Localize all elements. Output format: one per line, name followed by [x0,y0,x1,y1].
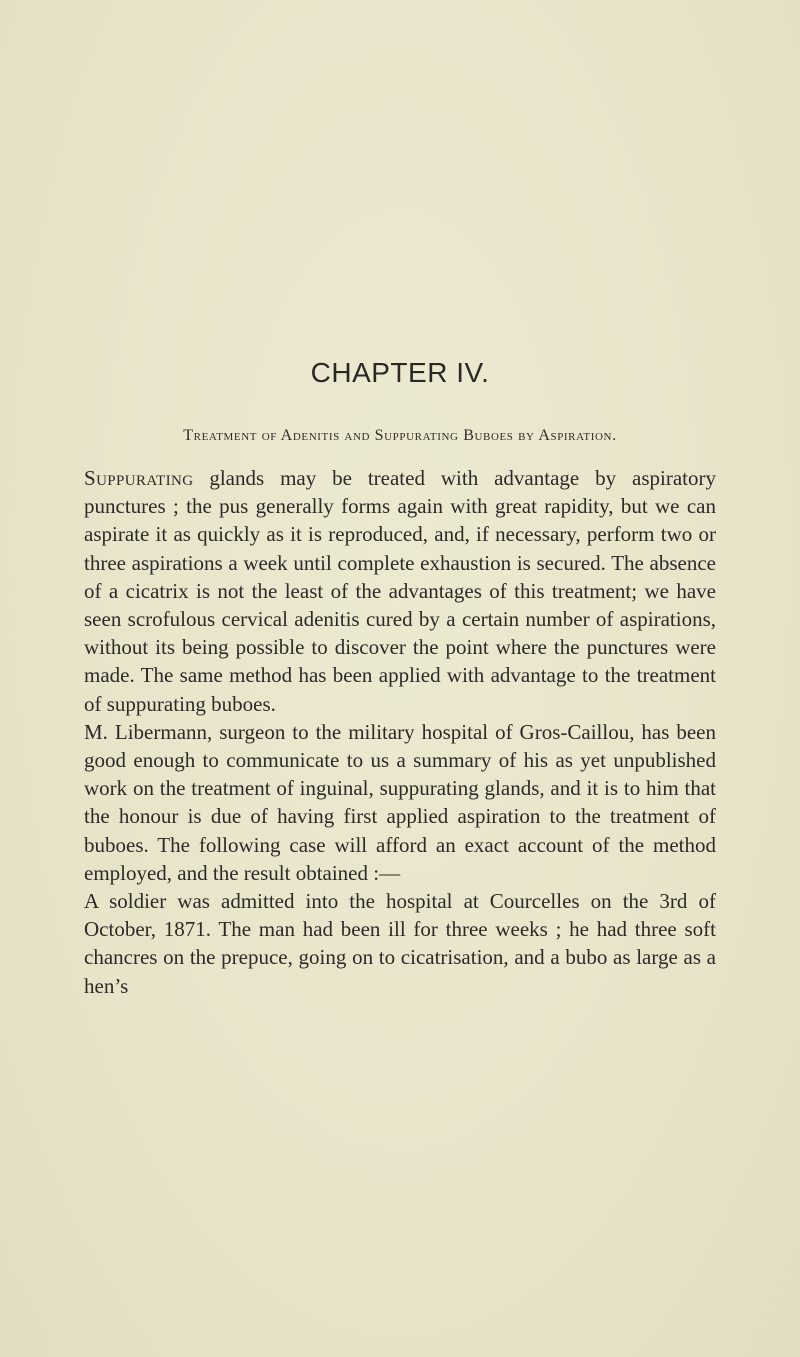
paragraph-text: glands may be treated with advantage by aspiratory punctures ; the pus generally forms again with great rapidity, but we can aspirate it as quickly as it is reproduced, and, if necessary, perform two or three aspirations a week until complete exhaustion is secured. The absence of a cicatrix is not the least of the advantages of this treatment; we have seen scrofulous cervical adenitis cured by a certain number of aspirations, without its being possible to discover the point where the punctures were made. The same method has been applied with advantage to the treatment of suppurating buboes. [84,466,716,716]
paragraph-text: M. Libermann, surgeon to the military hospital of Gros-Caillou, has been good enough to communicate to us a summary of his as yet unpublished work on the treatment of inguinal, suppurating glands, and it is to him that the honour is due of having first applied aspiration to the treatment of buboes. The following case will afford an exact account of the method employed, and the result obtained :— [84,719,716,885]
section-title: Treatment of Adenitis and Suppurating Buboes by Aspiration. [183,427,617,444]
paragraph [84,887,716,1000]
body-text [84,464,716,1000]
paragraph-text: A soldier was admitted into the hospital at Courcelles on the 3rd of October, 1871. The man had been ill for three weeks ; he had three soft chancres on the prepuce, going on to cicatrisation, and a bubo as large as a hen’s [84,889,716,998]
paragraph [84,718,716,887]
lead-word: Suppurating [84,466,194,490]
chapter-title: CHAPTER IV. [310,357,490,388]
paragraph [84,464,716,718]
